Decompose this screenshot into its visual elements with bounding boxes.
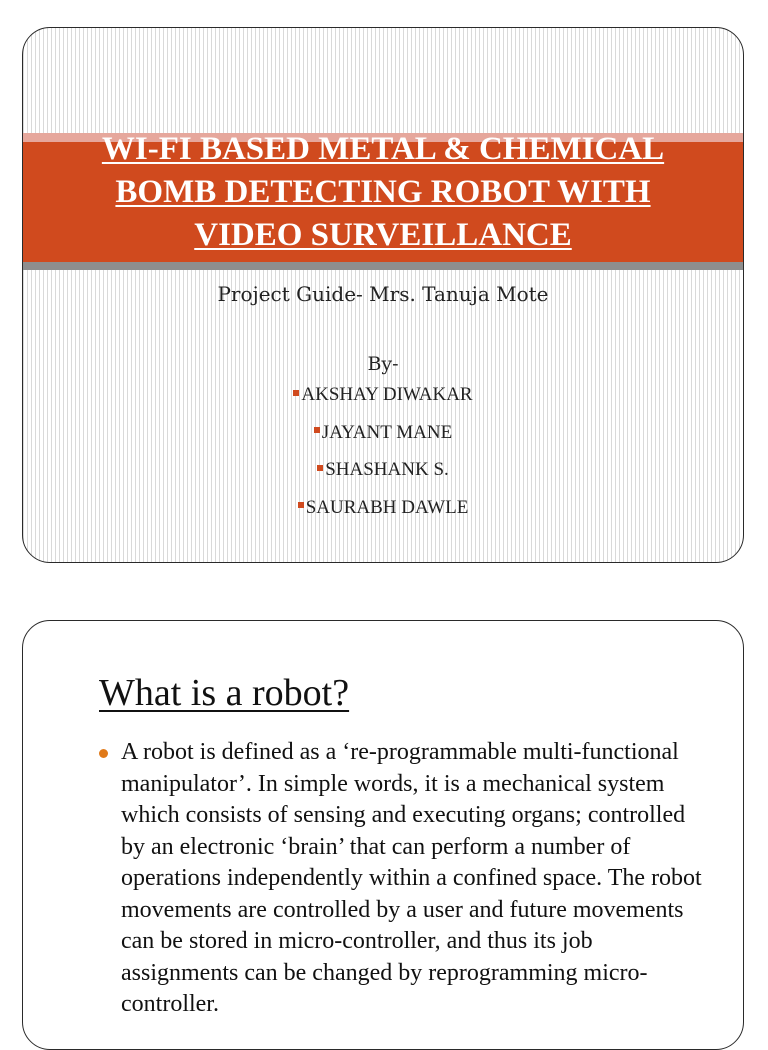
member-item (23, 376, 743, 414)
subtitle-block (23, 280, 743, 526)
bullet-list (95, 737, 715, 1021)
member-name: SAURABH DAWLE (305, 496, 469, 518)
content-slide (22, 620, 744, 1050)
slide-title-line: BOMB DETECTING ROBOT WITH (115, 174, 651, 210)
slide-heading: What is a robot? (99, 672, 350, 714)
member-item (23, 489, 743, 527)
member-item (23, 451, 743, 489)
square-bullet-icon (317, 465, 323, 471)
bullet-text: A robot is defined as a ‘re-programmable multi-functional manipulator’. In simple words, it is a mechanical system which consists of sensing and executing organs; controlled by an electronic ‘brain’ that can perform a number of operations independently within a confined space. The robot movements are controlled by a user and future movements can be stored in micro-controller, and thus its job assignments can be changed by reprogramming micro-controller. (121, 739, 702, 1017)
title-band-accent-bottom (23, 262, 743, 270)
slide-title (23, 128, 743, 257)
member-item (23, 414, 743, 452)
title-slide (22, 27, 744, 563)
slide-title-line: VIDEO SURVEILLANCE (194, 217, 572, 253)
round-bullet-icon (99, 749, 108, 758)
slide-title-line: WI-FI BASED METAL & CHEMICAL (101, 131, 665, 167)
square-bullet-icon (293, 390, 299, 396)
member-name: SHASHANK S. (325, 459, 449, 480)
bullet-item (95, 737, 715, 1021)
member-name: AKSHAY DIWAKAR (301, 384, 473, 405)
project-guide: Project Guide- Mrs. Tanuja Mote (217, 282, 549, 306)
by-label: By- (367, 353, 399, 375)
member-list (23, 376, 743, 526)
member-name: JAYANT MANE (321, 421, 453, 443)
square-bullet-icon (314, 427, 320, 433)
square-bullet-icon (298, 502, 304, 508)
